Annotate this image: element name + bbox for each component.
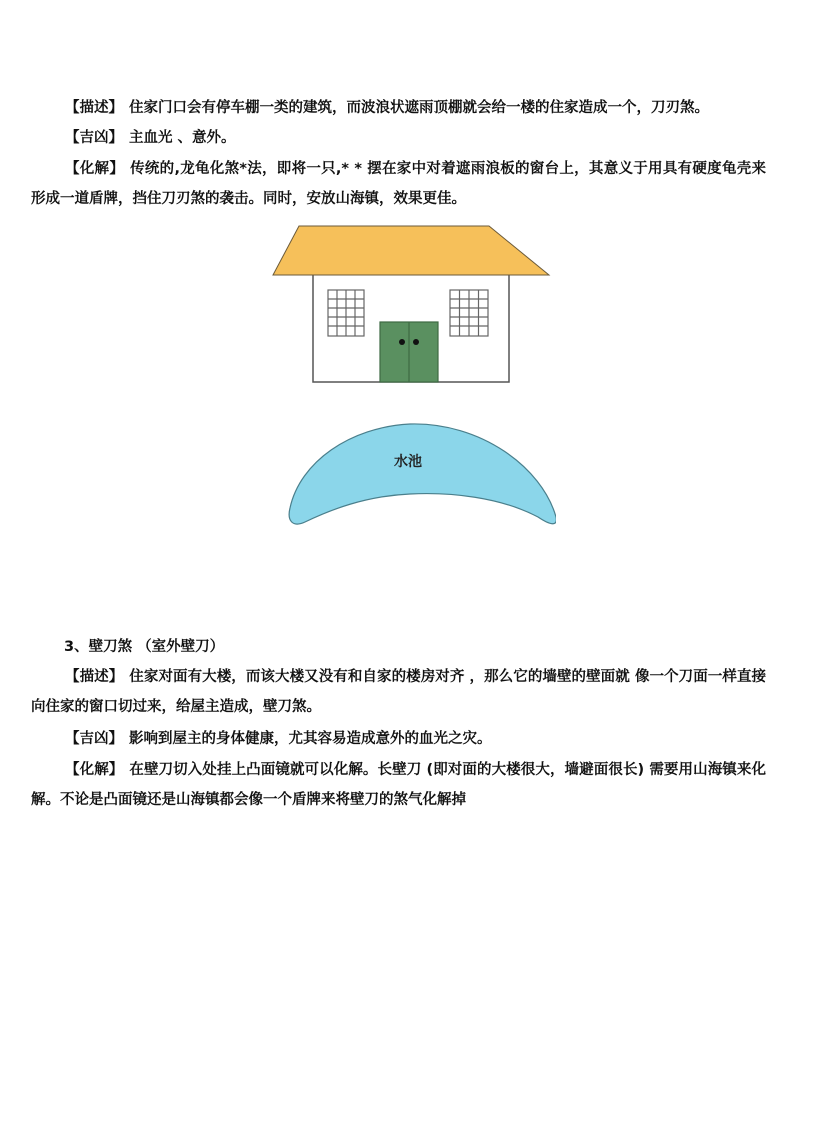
house-roof: [273, 226, 549, 275]
description-text: 住家对面有大楼，而该大楼又没有和自家的楼房对齐 ，那么它的墙壁的壁面就 像一个刀面一样直接向住家的窗口切过来，给屋主造成，壁刀煞。: [31, 669, 767, 715]
description-label: 【描述】: [65, 100, 123, 116]
house-door: [380, 322, 438, 382]
description-text: 住家门口会有停车棚一类的建筑，而波浪状遮雨顶棚就会给一楼的住家造成一个，刀刃煞。: [129, 100, 709, 116]
illustration-svg: [270, 222, 556, 552]
section1-fortune: [31, 123, 766, 153]
section1-description: [31, 93, 766, 123]
section2-heading: 3、壁刀煞 （室外壁刀）: [64, 639, 225, 655]
fortune-label: 【吉凶】: [65, 731, 123, 747]
remedy-label: 【化解】: [65, 161, 125, 177]
fortune-label: 【吉凶】: [65, 130, 123, 146]
section2-description: [31, 662, 766, 722]
remedy-label: 【化解】: [65, 762, 124, 778]
fortune-text: 影响到屋主的身体健康，尤其容易造成意外的血光之灾。: [129, 731, 492, 747]
remedy-text: 在壁刀切入处挂上凸面镜就可以化解。长壁刀 (即对面的大楼很大，墙避面很长) 需要用山海镇来化解。不论是凸面镜还是山海镇都会像一个盾牌来将壁刀的煞气化解掉: [31, 762, 766, 808]
door-knob-right: [413, 339, 419, 345]
house-pond-illustration: [270, 222, 556, 552]
left-window: [328, 290, 364, 336]
right-window: [450, 290, 488, 336]
fortune-text: 主血光 、意外。: [129, 130, 236, 146]
section2-remedy: [31, 755, 766, 815]
description-label: 【描述】: [65, 669, 124, 685]
section1-remedy: [31, 154, 766, 214]
pond-label: 水池: [394, 454, 422, 470]
section2-fortune: [31, 724, 766, 754]
pond-shape: [289, 424, 556, 524]
door-knob-left: [399, 339, 405, 345]
remedy-text: 传统的,龙龟化煞*法，即将一只,* * 摆在家中对着遮雨浪板的窗台上，其意义于用具有硬度龟壳来形成一道盾牌，挡住刀刃煞的袭击。同时，安放山海镇，效果更佳。: [31, 161, 767, 207]
